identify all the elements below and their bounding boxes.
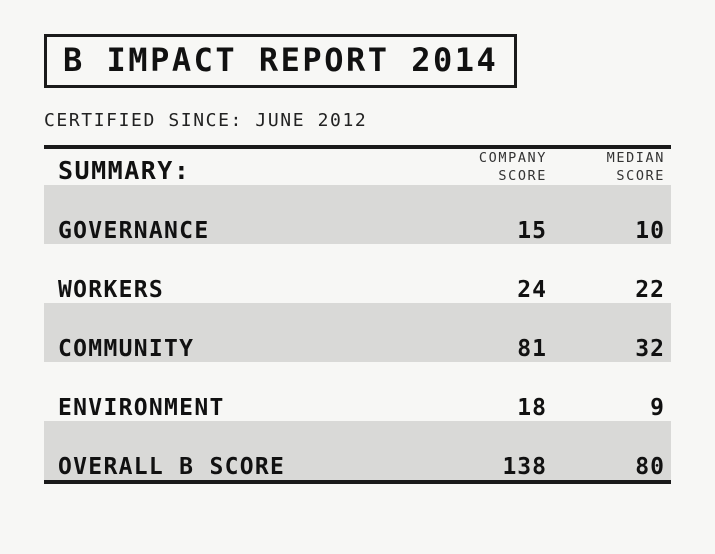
impact-table (44, 145, 671, 484)
row-median-score-workers: 22 (635, 277, 665, 304)
table-row-overall (44, 421, 671, 482)
table-row (44, 362, 671, 421)
row-company-score-environment: 18 (517, 395, 547, 422)
row-company-score-community: 81 (517, 336, 547, 363)
column-header-median-line1: MEDIAN (606, 150, 665, 166)
column-header-company-score (403, 147, 553, 185)
column-header-company-line1: COMPANY (478, 150, 547, 166)
page-title: B IMPACT REPORT 2014 (63, 41, 499, 79)
row-company-score-overall: 138 (502, 454, 547, 481)
table-row (44, 244, 671, 303)
row-category-environment: ENVIRONMENT (58, 395, 225, 422)
row-company-score-workers: 24 (517, 277, 547, 304)
row-category-community: COMMUNITY (58, 336, 195, 363)
impact-table-wrapper (44, 145, 671, 484)
row-category-governance: GOVERNANCE (58, 218, 210, 245)
column-header-median-line2: SCORE (616, 168, 665, 185)
row-median-score-governance: 10 (635, 218, 665, 245)
table-header-row (44, 147, 671, 185)
summary-label: SUMMARY: (58, 156, 191, 186)
row-category-overall: OVERALL B SCORE (58, 454, 286, 481)
report-title-box (44, 34, 517, 88)
column-header-company-line2: SCORE (498, 168, 547, 185)
row-company-score-governance: 15 (517, 218, 547, 245)
table-row (44, 303, 671, 362)
certified-since-text: CERTIFIED SINCE: JUNE 2012 (44, 110, 368, 131)
column-header-median-score (553, 147, 671, 185)
row-median-score-overall: 80 (635, 454, 665, 481)
table-row (44, 185, 671, 244)
row-median-score-community: 32 (635, 336, 665, 363)
row-median-score-environment: 9 (650, 395, 665, 422)
row-category-workers: WORKERS (58, 277, 165, 304)
